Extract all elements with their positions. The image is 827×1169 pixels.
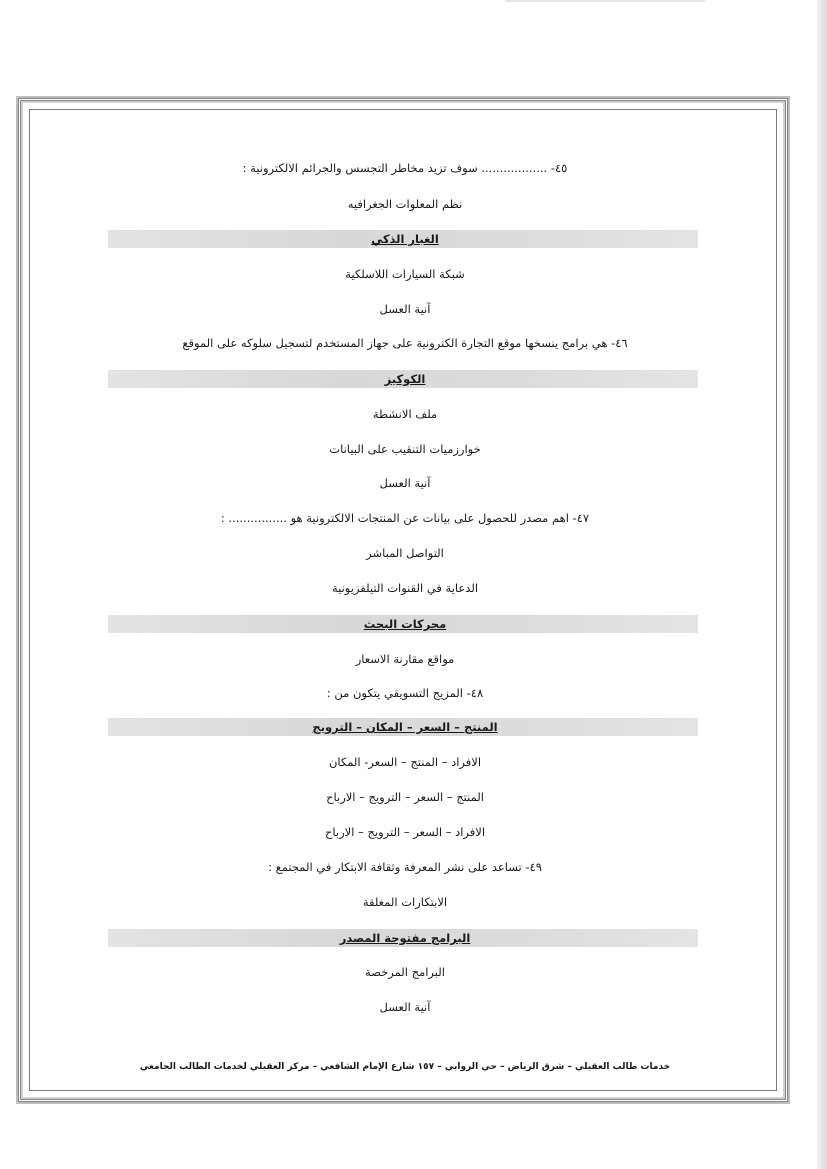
option-line: البرامج المرخصة (365, 965, 445, 979)
option-line: شبكة السيارات اللاسلكية (345, 267, 465, 281)
option-line: آنية العسل (379, 302, 431, 316)
option-line: ملف الانشطة (372, 407, 438, 421)
correct-answer: المنتج – السعر – المكان – الترويج (312, 720, 498, 734)
option-line: نظم المعلوات الجغرافيه (347, 197, 463, 211)
option-line: الابتكارات المغلقة (362, 895, 448, 909)
option-line: المنتج – السعر – الترويج – الارباح (326, 790, 484, 804)
option-line: آنية العسل (379, 476, 431, 490)
question-45: ٤٥- .................. سوف تزيد مخاطر التجسس والجرائم الالكترونية : (242, 161, 568, 175)
option-line: الافراد – السعر – الترويج – الارباح (324, 825, 486, 839)
page-footer: خدمات طالب العقيلي – شرق الرياض – حي الروابي – ١٥٧ شارع الإمام الشافعي – مركز العقيلي لخدمات الطالب الجامعي (139, 1062, 671, 1072)
correct-answer: محركات البحث (363, 617, 447, 631)
scan-top-mark (505, 0, 705, 2)
scan-right-edge (817, 0, 827, 1169)
option-line: خوارزميات التنقيب على البيانات (329, 442, 481, 456)
correct-answer: البرامج مفتوحة المصدر (339, 931, 471, 945)
question-47: ٤٧- اهم مصدر للحصول على بيانات عن المنتجات الالكترونية هو ................ : (220, 511, 590, 525)
option-line: مواقع مقارنة الاسعار (355, 652, 455, 666)
question-46: ٤٦- هي برامج ينسخها موقع التجارة الكترونية على جهاز المستخدم لتسجيل سلوكه على الموقع (182, 336, 628, 350)
question-49: ٤٩- تساعد على نشر المعرفة وثقافة الابتكار في المجتمع : (268, 860, 542, 874)
option-line: آنية العسل (379, 1000, 431, 1014)
correct-answer: الغبار الذكي (371, 232, 439, 246)
correct-answer: الكوكيز (384, 372, 426, 386)
question-48: ٤٨- المزيج التسويقي يتكون من : (326, 686, 484, 700)
option-line: الدعاية في القنوات التيلفزيونية (331, 581, 479, 595)
option-line: التواصل المباشر (366, 546, 444, 560)
option-line: الافراد – المنتج – السعر- المكان (328, 755, 482, 769)
